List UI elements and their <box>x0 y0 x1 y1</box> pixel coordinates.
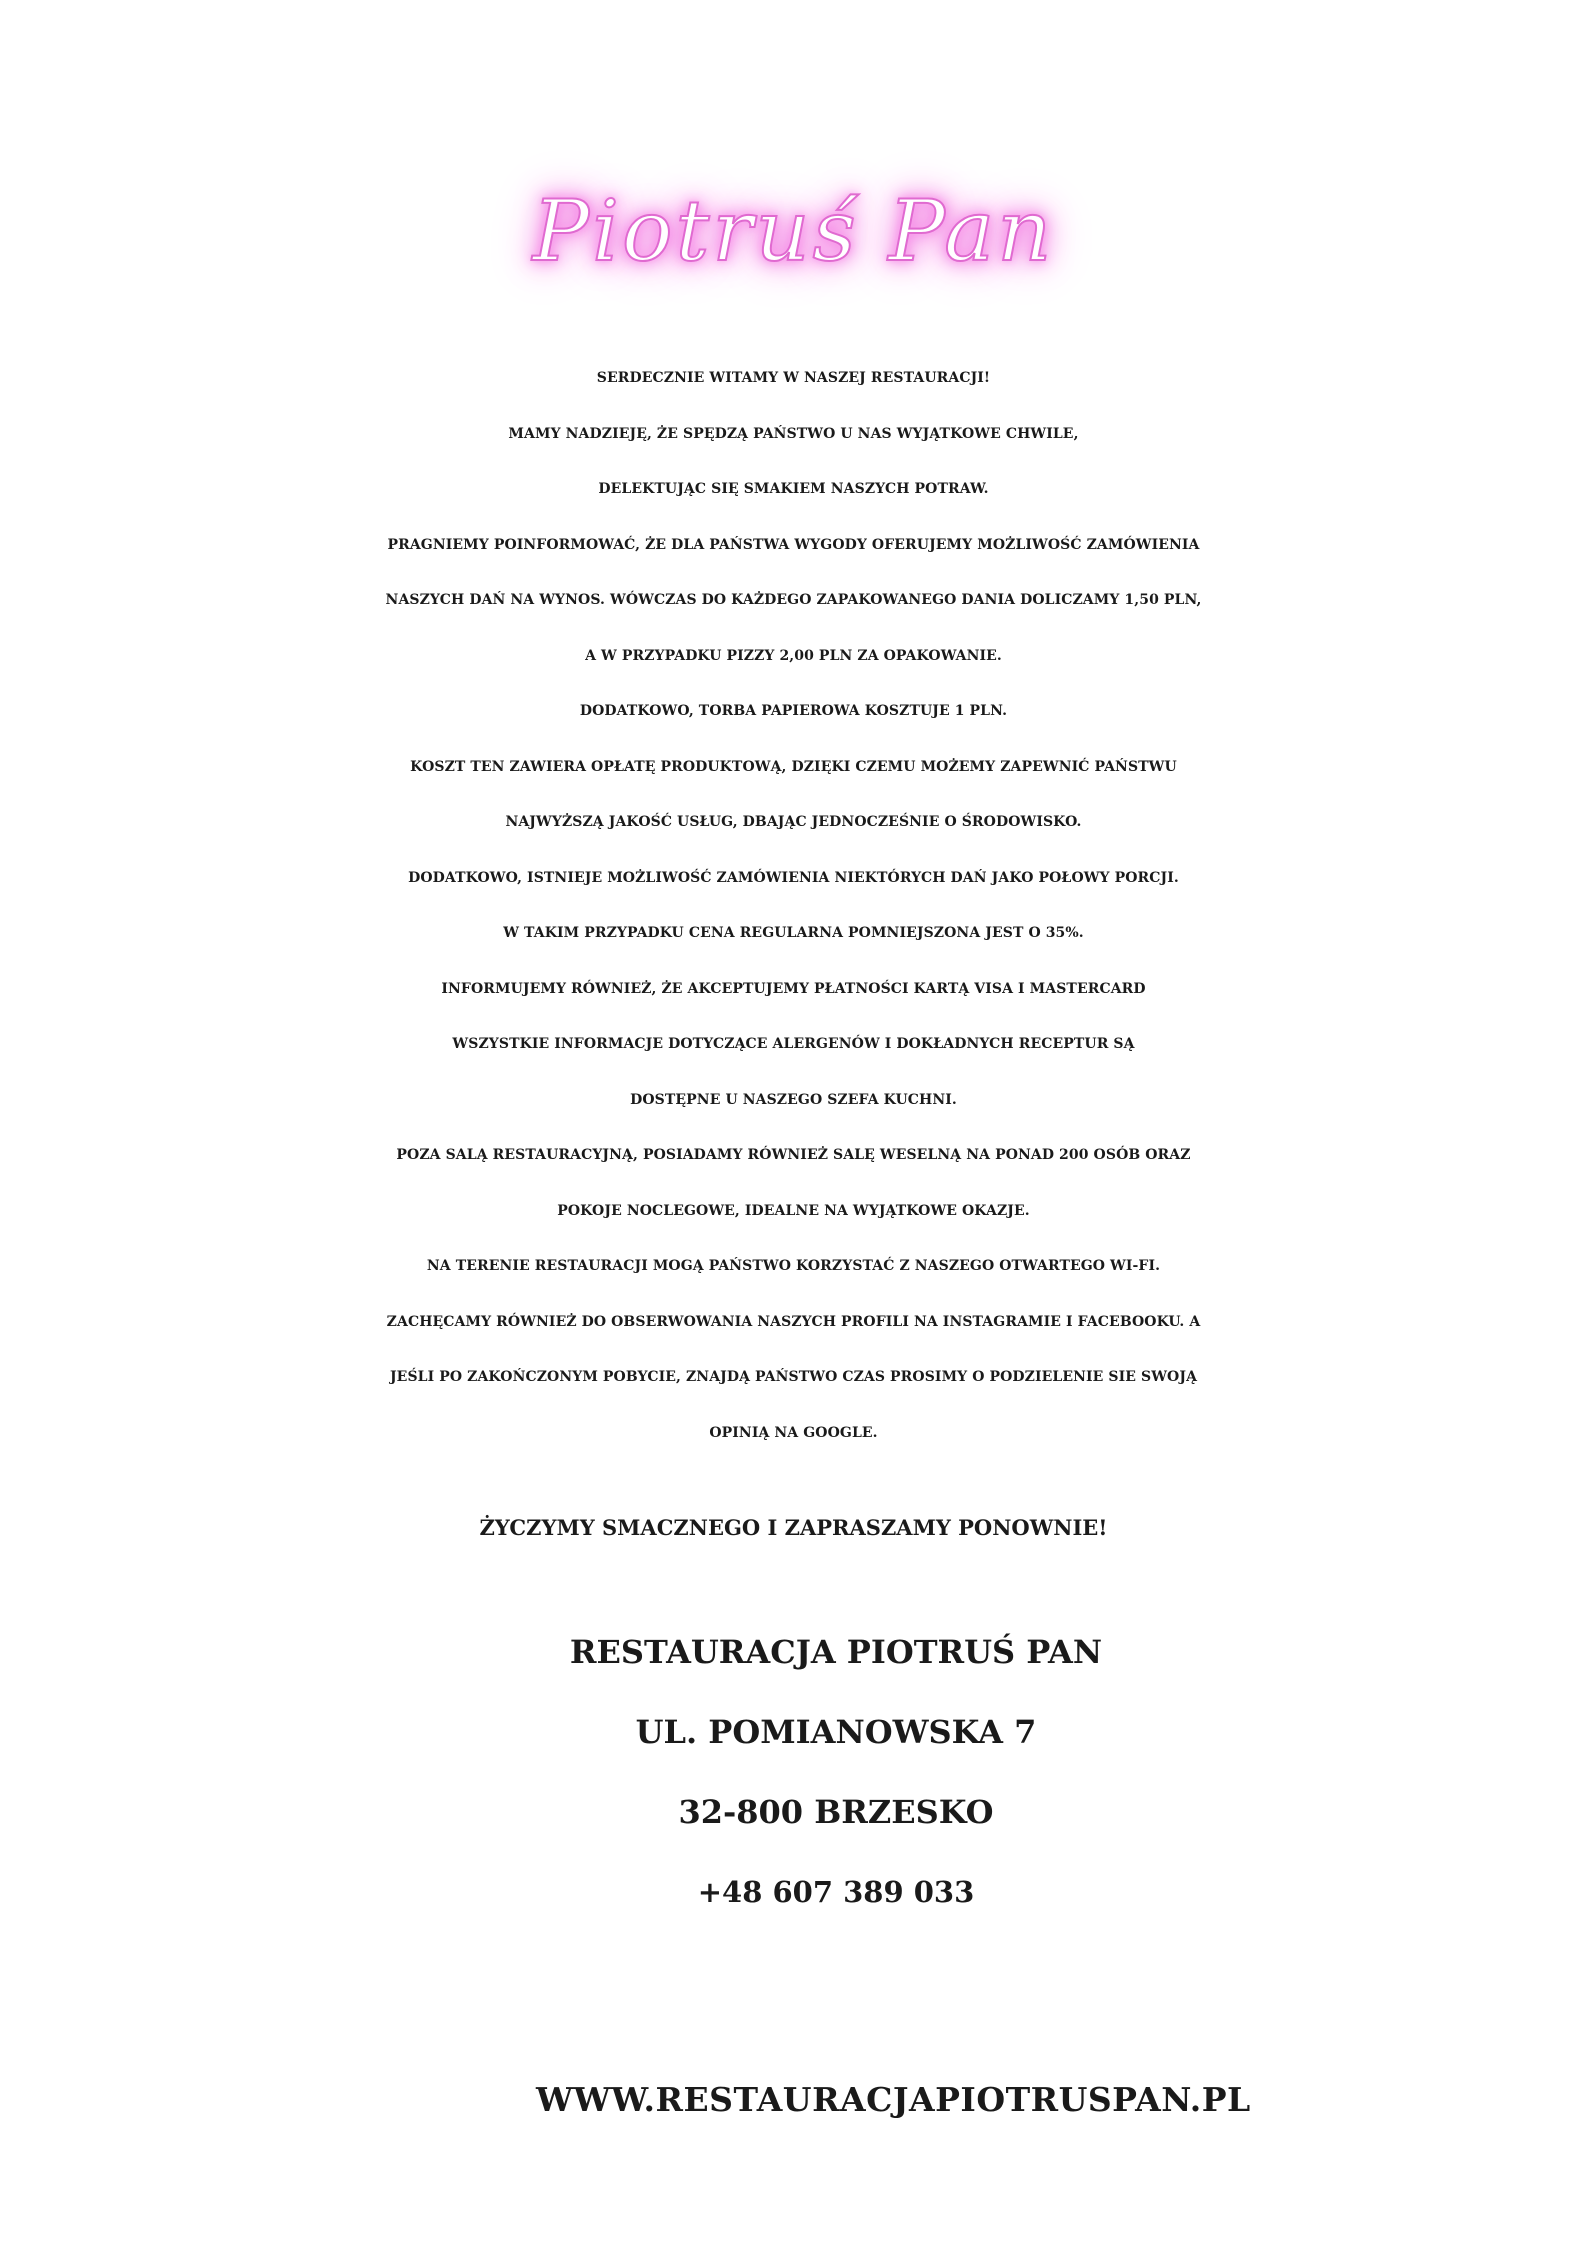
intro-line: A W PRZYPADKU PIZZY 2,00 PLN ZA OPAKOWANIE. <box>585 647 1002 664</box>
street-address: UL. POMIANOWSKA 7 <box>635 1713 1037 1751</box>
phone-number: +48 607 389 033 <box>697 1875 975 1909</box>
intro-line: POKOJE NOCLEGOWE, IDEALNE NA WYJĄTKOWE OKAZJE. <box>557 1202 1030 1219</box>
intro-line: DODATKOWO, ISTNIEJE MOŻLIWOŚĆ ZAMÓWIENIA NIEKTÓRYCH DAŃ JAKO POŁOWY PORCJI. <box>408 869 1179 886</box>
intro-line: JEŚLI PO ZAKOŃCZONYM POBYCIE, ZNAJDĄ PAŃSTWO CZAS PROSIMY O PODZIELENIE SIE SWOJĄ <box>389 1369 1198 1385</box>
intro-line: NA TERENIE RESTAURACJI MOGĄ PAŃSTWO KORZYSTAĆ Z NASZEGO OTWARTEGO WI-FI. <box>426 1258 1161 1274</box>
restaurant-logo: Piotruś Pan <box>532 182 1055 280</box>
intro-line: DODATKOWO, TORBA PAPIEROWA KOSZTUJE 1 PLN. <box>579 703 1008 719</box>
welcome-text <box>0 351 1587 1461</box>
intro-line: KOSZT TEN ZAWIERA OPŁATĘ PRODUKTOWĄ, DZIĘKI CZEMU MOŻEMY ZAPEWNIĆ PAŃSTWU <box>410 758 1177 775</box>
intro-line: PRAGNIEMY POINFORMOWAĆ, ŻE DLA PAŃSTWA WYGODY OFERUJEMY MOŻLIWOŚĆ ZAMÓWIENIA <box>387 536 1200 553</box>
intro-line: NAJWYŻSZĄ JAKOŚĆ USŁUG, DBAJĄC JEDNOCZEŚNIE O ŚRODOWISKO. <box>505 814 1082 830</box>
intro-line: POZA SALĄ RESTAURACYJNĄ, POSIADAMY RÓWNIEŻ SALĘ WESELNĄ NA PONAD 200 OSÓB ORAZ <box>396 1147 1191 1163</box>
intro-line: OPINIĄ NA GOOGLE. <box>709 1424 878 1441</box>
intro-line: DOSTĘPNE U NASZEGO SZEFA KUCHNI. <box>630 1091 957 1108</box>
postal-city: 32-800 BRZESKO <box>678 1793 994 1831</box>
intro-line: W TAKIM PRZYPADKU CENA REGULARNA POMNIEJSZONA JEST O 35%. <box>503 925 1084 941</box>
intro-line: ZACHĘCAMY RÓWNIEŻ DO OBSERWOWANIA NASZYCH PROFILI NA INSTAGRAMIE I FACEBOOKU. A <box>386 1313 1201 1330</box>
closing-message: ŻYCZYMY SMACZNEGO I ZAPRASZAMY PONOWNIE! <box>479 1515 1108 1540</box>
website-url: WWW.RESTAURACJAPIOTRUSPAN.PL <box>536 2080 1251 2119</box>
intro-line: NASZYCH DAŃ NA WYNOS. WÓWCZAS DO KAŻDEGO ZAPAKOWANEGO DANIA DOLICZAMY 1,50 PLN, <box>385 592 1202 608</box>
intro-line: DELEKTUJĄC SIĘ SMAKIEM NASZYCH POTRAW. <box>598 481 989 497</box>
intro-line: WSZYSTKIE INFORMACJE DOTYCZĄCE ALERGENÓW I DOKŁADNYCH RECEPTUR SĄ <box>452 1036 1135 1052</box>
intro-line: MAMY NADZIEJĘ, ŻE SPĘDZĄ PAŃSTWO U NAS WYJĄTKOWE CHWILE, <box>508 425 1079 442</box>
contact-block <box>536 1612 1136 1932</box>
intro-line: SERDECZNIE WITAMY W NASZEJ RESTAURACJI! <box>596 370 991 386</box>
intro-line: INFORMUJEMY RÓWNIEŻ, ŻE AKCEPTUJEMY PŁATNOŚCI KARTĄ VISA I MASTERCARD <box>441 980 1146 997</box>
restaurant-name: RESTAURACJA PIOTRUŚ PAN <box>569 1633 1103 1671</box>
